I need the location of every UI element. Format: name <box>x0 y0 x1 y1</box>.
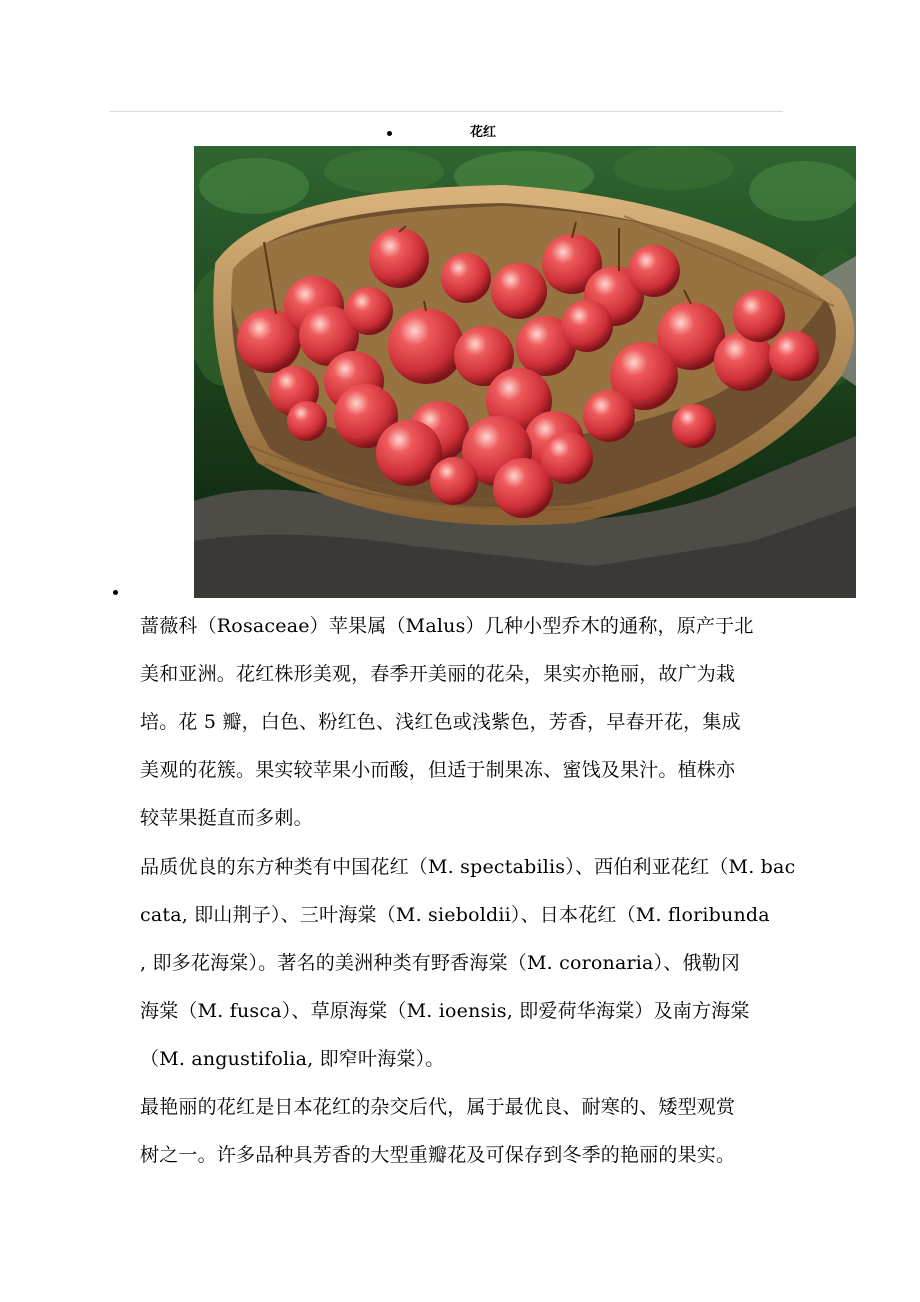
paragraph-intro <box>140 602 800 842</box>
list-bullet <box>113 590 118 595</box>
paragraph-hybrids <box>140 1083 800 1179</box>
text-line: cata, 即山荆子）、三叶海棠（M. sieboldii）、日本花红（M. floribunda <box>140 904 770 926</box>
list-bullet <box>387 131 392 136</box>
text-line: （M. angustifolia, 即窄叶海棠）。 <box>140 1048 445 1070</box>
header-divider <box>109 111 783 112</box>
text-line: 最艳丽的花红是日本花红的杂交后代，属于最优良、耐寒的、矮型观赏 <box>140 1096 736 1118</box>
text-line: , 即多花海棠）。著名的美洲种类有野香海棠（M. coronaria）、俄勒冈 <box>140 952 741 974</box>
text-line: 海棠（M. fusca）、草原海棠（M. ioensis, 即爱荷华海棠）及南方海棠 <box>140 1000 750 1022</box>
text-line: 培。花 5 瓣，白色、粉红色、浅红色或浅紫色，芳香，早春开花，集成 <box>140 711 741 733</box>
text-line: 品质优良的东方种类有中国花红（M. spectabilis）、西伯利亚花红（M. bac <box>140 856 796 878</box>
text-line: 美观的花簇。果实较苹果小而酸，但适于制果冻、蜜饯及果汁。植株亦 <box>140 759 736 781</box>
text-line: 较苹果挺直而多刺。 <box>140 807 313 829</box>
text-line: 树之一。许多品种具芳香的大型重瓣花及可保存到冬季的艳丽的果实。 <box>140 1144 736 1166</box>
paragraph-species <box>140 843 800 1083</box>
text-line: 蔷薇科（Rosaceae）苹果属（Malus）几种小型乔木的通称，原产于北 <box>140 615 754 637</box>
section-heading: 花红 <box>470 125 497 140</box>
text-line: 美和亚洲。花红株形美观，春季开美丽的花朵，果实亦艳丽，故广为栽 <box>140 663 736 685</box>
basket-of-red-crabapples-photo <box>194 146 856 598</box>
